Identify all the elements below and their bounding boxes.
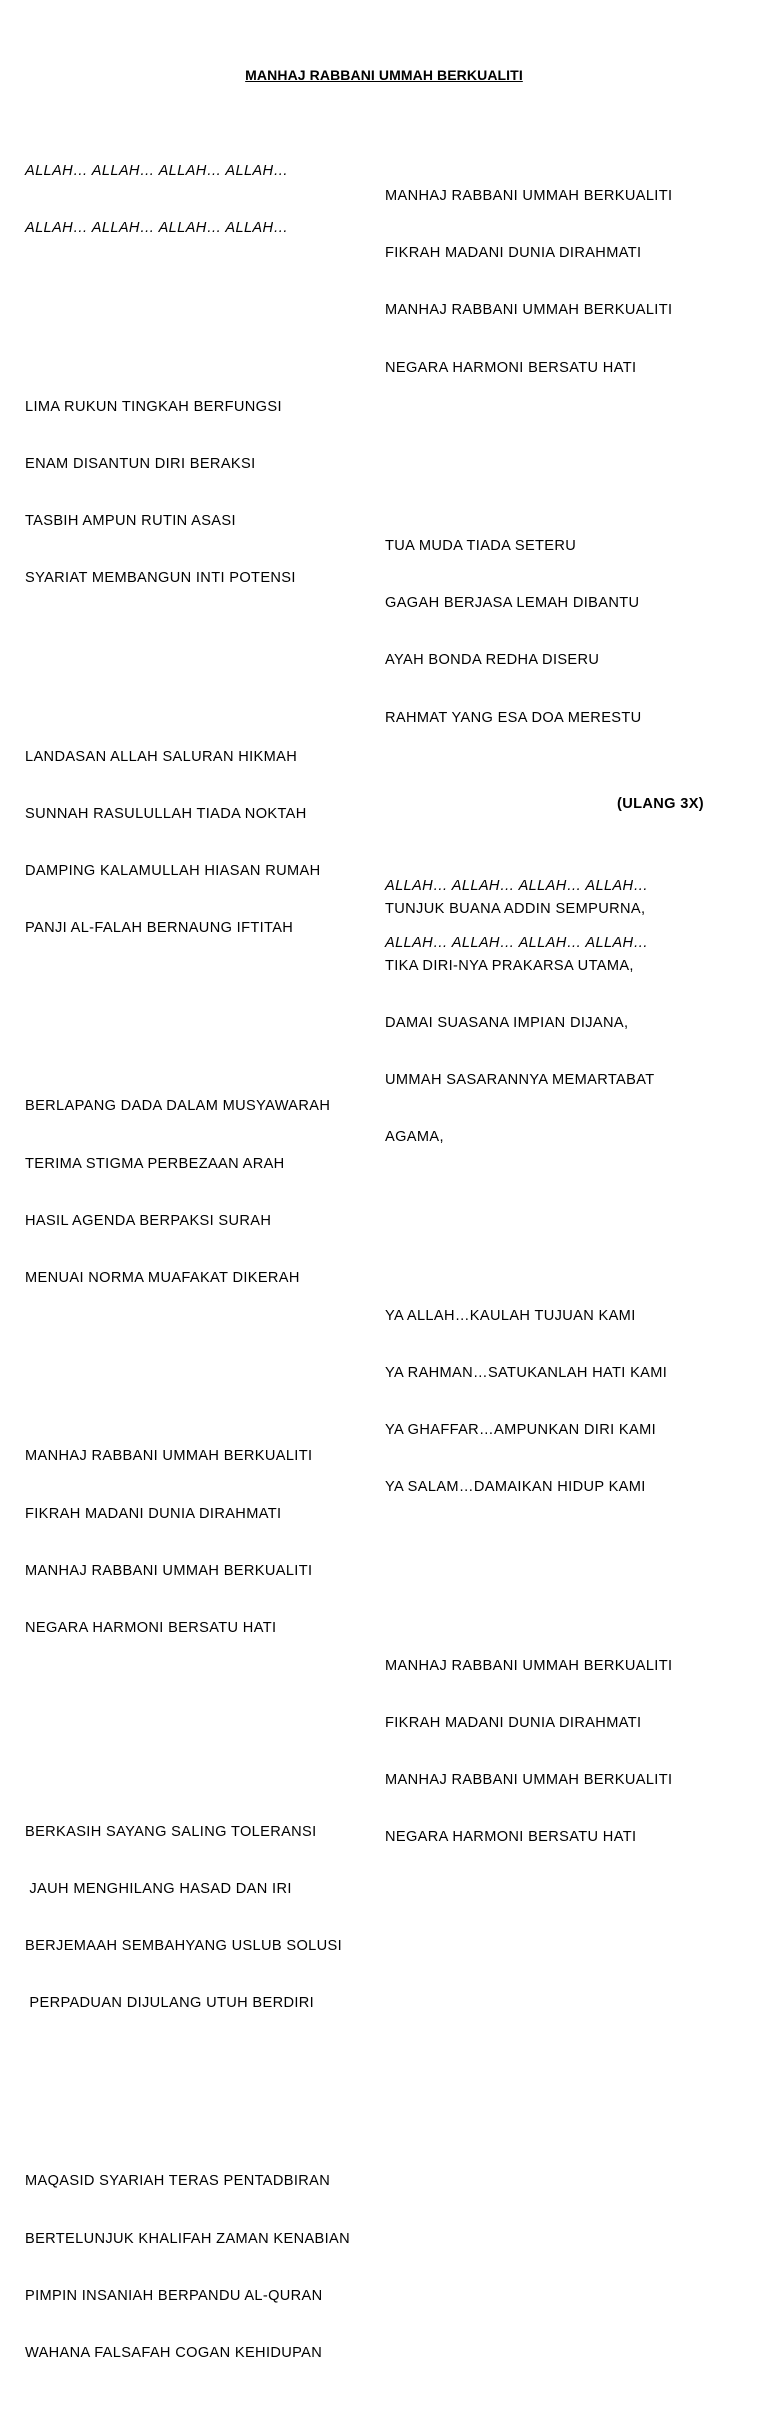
lyric-line: PANJI AL-FALAH BERNAUNG IFTITAH bbox=[25, 920, 294, 937]
left-column bbox=[25, 95, 350, 2414]
lyric-line: JAUH MENGHILANG HASAD DAN IRI bbox=[25, 1880, 292, 1897]
lyric-line: MANHAJ RABBANI UMMAH BERKUALITI bbox=[25, 1448, 313, 1465]
lyric-line: DAMPING KALAMULLAH HIASAN RUMAH bbox=[25, 862, 321, 879]
lyric-line: BERJEMAAH SEMBAHYANG USLUB SOLUSI bbox=[25, 1937, 343, 1954]
chorus-stanza bbox=[385, 152, 672, 413]
lyric-line: PIMPIN INSANIAH BERPANDU AL-QURAN bbox=[25, 2287, 323, 2304]
lyric-line: FIKRAH MADANI DUNIA DIRAHMATI bbox=[385, 245, 642, 262]
lyric-line: BERTELUNJUK KHALIFAH ZAMAN KENABIAN bbox=[25, 2230, 351, 2247]
lyric-line: NEGARA HARMONI BERSATU HATI bbox=[385, 1829, 637, 1846]
stanza bbox=[385, 1272, 672, 1533]
lyric-line: WAHANA FALSAFAH COGAN KEHIDUPAN bbox=[25, 2345, 323, 2362]
lyric-line: BERKASIH SAYANG SALING TOLERANSI bbox=[25, 1823, 317, 1840]
lyric-line: UMMAH SASARANNYA MEMARTABAT bbox=[385, 1072, 655, 1089]
lyric-line: NEGARA HARMONI BERSATU HATI bbox=[385, 359, 637, 376]
right-column bbox=[385, 120, 672, 1899]
lyric-line: ALLAH… ALLAH… ALLAH… ALLAH… bbox=[385, 935, 649, 952]
stanza-gap bbox=[25, 655, 350, 680]
lyric-line: YA GHAFFAR…AMPUNKAN DIRI KAMI bbox=[385, 1422, 656, 1439]
lyric-line: SUNNAH RASULULLAH TIADA NOKTAH bbox=[25, 805, 307, 822]
lyric-line: YA SALAM…DAMAIKAN HIDUP KAMI bbox=[385, 1479, 646, 1496]
chorus-stanza bbox=[25, 1412, 350, 1673]
lyric-line: AGAMA, bbox=[385, 1129, 444, 1146]
lyric-line: BERLAPANG DADA DALAM MUSYAWARAH bbox=[25, 1098, 331, 1115]
stanza-gap bbox=[385, 1215, 672, 1240]
lyric-line: RAHMAT YANG ESA DOA MERESTU bbox=[385, 709, 642, 726]
stanza-gap bbox=[385, 445, 672, 470]
lyric-line: DAMAI SUASANA IMPIAN DIJANA, bbox=[385, 1015, 629, 1032]
stanza bbox=[25, 713, 350, 974]
chorus-stanza bbox=[385, 1622, 672, 1883]
stanza bbox=[385, 502, 672, 763]
lyric-line: GAGAH BERJASA LEMAH DIBANTU bbox=[385, 595, 640, 612]
lyric-line: TERIMA STIGMA PERBEZAAN ARAH bbox=[25, 1155, 285, 1172]
lyric-line: MANHAJ RABBANI UMMAH BERKUALITI bbox=[385, 1772, 673, 1789]
stanza-gap bbox=[25, 1355, 350, 1380]
intro-stanza bbox=[25, 127, 350, 273]
lyric-line: MANHAJ RABBANI UMMAH BERKUALITI bbox=[385, 302, 673, 319]
lyric-line: TIKA DIRI-NYA PRAKARSA UTAMA, bbox=[385, 957, 634, 974]
lyric-line: MENUAI NORMA MUAFAKAT DIKERAH bbox=[25, 1270, 300, 1286]
stanza bbox=[25, 2137, 350, 2398]
lyric-line: MANHAJ RABBANI UMMAH BERKUALITI bbox=[25, 1562, 313, 1579]
lyric-line: YA ALLAH…KAULAH TUJUAN KAMI bbox=[385, 1307, 636, 1324]
lyric-line: FIKRAH MADANI DUNIA DIRAHMATI bbox=[25, 1505, 282, 1522]
stanza-gap bbox=[25, 2080, 350, 2105]
stanza bbox=[25, 1062, 350, 1323]
lyric-line: TUNJUK BUANA ADDIN SEMPURNA, bbox=[385, 900, 646, 917]
lyric-line: TUA MUDA TIADA SETERU bbox=[385, 537, 577, 554]
lyric-line: ENAM DISANTUN DIRI BERAKSI bbox=[25, 455, 256, 472]
lyric-line: MAQASID SYARIAH TERAS PENTADBIRAN bbox=[25, 2173, 331, 2190]
repeat-note: (ULANG 3X) bbox=[617, 796, 705, 812]
outro-stanza bbox=[385, 842, 648, 972]
lyric-line: NEGARA HARMONI BERSATU HATI bbox=[25, 1619, 277, 1636]
lyric-line: LIMA RUKUN TINGKAH BERFUNGSI bbox=[25, 398, 282, 415]
lyric-line: AYAH BONDA REDHA DISERU bbox=[385, 652, 600, 669]
stanza-gap bbox=[25, 1705, 350, 1755]
lyric-line: HASIL AGENDA BERPAKSI SURAH bbox=[25, 1212, 272, 1229]
lyric-line: MANHAJ RABBANI UMMAH BERKUALITI bbox=[385, 188, 673, 204]
lyric-line: YA RAHMAN…SATUKANLAH HATI KAMI bbox=[385, 1365, 668, 1381]
lyric-line: ALLAH… ALLAH… ALLAH… ALLAH… bbox=[385, 878, 649, 894]
stanza bbox=[25, 1788, 350, 2049]
stanza bbox=[25, 363, 350, 624]
stanza-gap bbox=[385, 1565, 672, 1590]
lyric-line: TASBIH AMPUN RUTIN ASASI bbox=[25, 512, 236, 529]
lyric-line: SYARIAT MEMBANGUN INTI POTENSI bbox=[25, 570, 296, 587]
lyric-line: FIKRAH MADANI DUNIA DIRAHMATI bbox=[385, 1714, 642, 1731]
lyric-line: PERPADUAN DIJULANG UTUH BERDIRI bbox=[25, 1995, 315, 2012]
stanza-gap bbox=[25, 305, 350, 330]
document-title: MANHAJ RABBANI UMMAH BERKUALITI bbox=[245, 67, 523, 83]
lyric-line: ALLAH… ALLAH… ALLAH… ALLAH… bbox=[25, 220, 289, 237]
stanza-gap bbox=[25, 1005, 350, 1030]
lyric-line: LANDASAN ALLAH SALURAN HIKMAH bbox=[25, 748, 298, 765]
lyric-line: ALLAH… ALLAH… ALLAH… ALLAH… bbox=[25, 163, 289, 179]
lyric-line: MANHAJ RABBANI UMMAH BERKUALITI bbox=[385, 1657, 673, 1674]
